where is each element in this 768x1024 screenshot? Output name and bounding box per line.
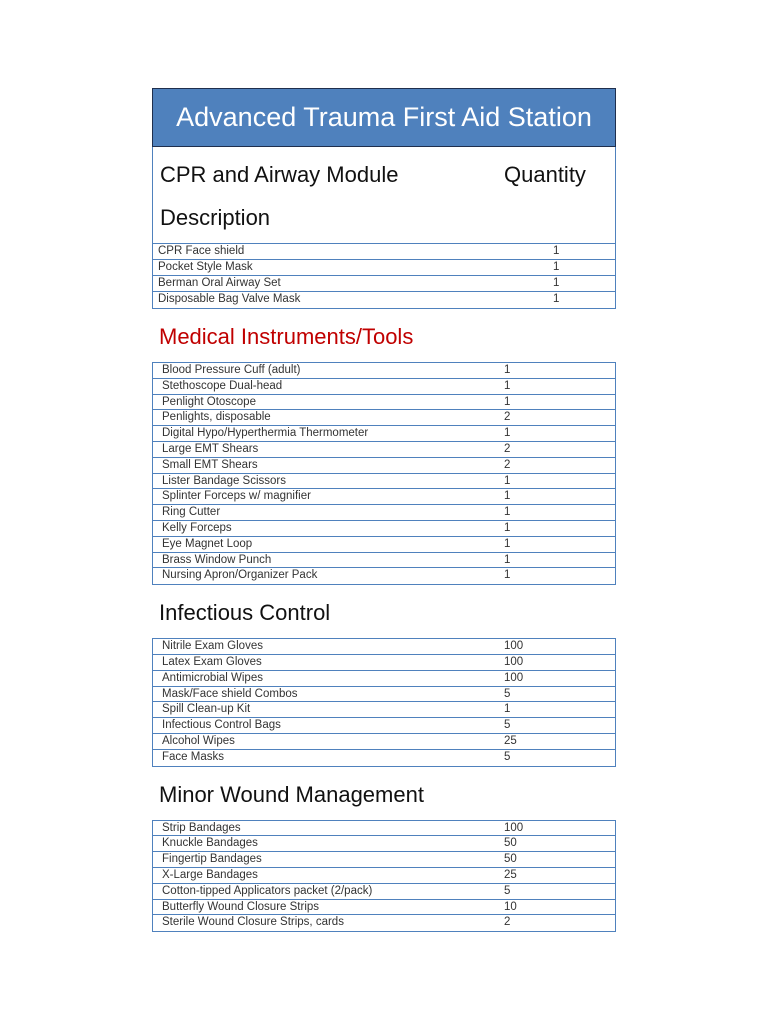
- item-name: Brass Window Punch: [162, 553, 272, 566]
- table-row: [153, 702, 615, 718]
- item-quantity: 5: [504, 750, 511, 763]
- item-name: Fingertip Bandages: [162, 853, 262, 866]
- table-row: [153, 900, 615, 916]
- item-quantity: 1: [504, 474, 511, 487]
- table-row: [153, 852, 615, 868]
- table-row: [153, 553, 615, 569]
- table-row: [153, 915, 615, 931]
- item-quantity: 100: [504, 640, 524, 653]
- item-name: Infectious Control Bags: [162, 719, 281, 732]
- item-name: Knuckle Bandages: [162, 837, 258, 850]
- table-row: [153, 568, 615, 584]
- item-name: Kelly Forceps: [162, 521, 232, 534]
- item-quantity: 100: [504, 821, 524, 834]
- item-quantity: 2: [504, 458, 511, 471]
- item-name: Alcohol Wipes: [162, 734, 235, 747]
- item-quantity: 1: [553, 261, 560, 273]
- item-name: Berman Oral Airway Set: [158, 277, 281, 289]
- module-title: CPR and Airway Module: [160, 162, 399, 187]
- table-row: [153, 639, 615, 655]
- table-row: [153, 395, 615, 411]
- item-name: Pocket Style Mask: [158, 261, 253, 273]
- section-title: Medical Instruments/Tools: [159, 324, 414, 349]
- table-row: [153, 426, 615, 442]
- page-title: Advanced Trauma First Aid Station: [176, 102, 592, 132]
- item-quantity: 1: [504, 506, 511, 519]
- table-row: [153, 260, 615, 276]
- item-name: Splinter Forceps w/ magnifier: [162, 490, 311, 503]
- item-quantity: 100: [504, 655, 524, 668]
- item-name: Disposable Bag Valve Mask: [158, 293, 301, 305]
- section-title: Infectious Control: [159, 600, 331, 626]
- table-row: [153, 655, 615, 671]
- table-row: [153, 868, 615, 884]
- item-name: CPR Face shield: [158, 245, 245, 257]
- item-name: Small EMT Shears: [162, 458, 258, 471]
- item-name: Large EMT Shears: [162, 442, 259, 455]
- item-name: Mask/Face shield Combos: [162, 687, 298, 700]
- item-name: Stethoscope Dual-head: [162, 379, 283, 392]
- item-name: Nitrile Exam Gloves: [162, 640, 263, 653]
- table-row: [153, 442, 615, 458]
- item-name: Nursing Apron/Organizer Pack: [162, 569, 318, 582]
- item-name: Eye Magnet Loop: [162, 537, 253, 550]
- section-table: [152, 362, 616, 585]
- item-quantity: 5: [504, 884, 511, 897]
- table-row: [153, 458, 615, 474]
- item-name: Latex Exam Gloves: [162, 655, 262, 668]
- table-row: [153, 884, 615, 900]
- item-quantity: 25: [504, 734, 517, 747]
- item-quantity: 2: [504, 916, 511, 929]
- item-name: Spill Clean-up Kit: [162, 703, 251, 716]
- module-header: [152, 147, 616, 243]
- item-name: Lister Bandage Scissors: [162, 474, 287, 487]
- table-row: [153, 379, 615, 395]
- item-quantity: 1: [504, 490, 511, 503]
- item-name: Blood Pressure Cuff (adult): [162, 364, 301, 376]
- item-quantity: 1: [504, 379, 511, 392]
- item-quantity: 1: [504, 521, 511, 534]
- item-quantity: 1: [504, 427, 511, 440]
- item-name: Penlights, disposable: [162, 411, 271, 424]
- item-quantity: 10: [504, 900, 517, 913]
- item-quantity: 5: [504, 719, 511, 732]
- item-quantity: 100: [504, 671, 524, 684]
- table-row: [153, 671, 615, 687]
- item-quantity: 1: [504, 537, 511, 550]
- item-name: Face Masks: [162, 750, 224, 763]
- item-quantity: 1: [504, 569, 511, 582]
- item-name: Antimicrobial Wipes: [162, 671, 263, 684]
- table-row: [153, 474, 615, 490]
- table-row: [153, 718, 615, 734]
- item-quantity: 1: [504, 703, 511, 716]
- title-banner: [152, 88, 616, 147]
- table-row: [153, 363, 615, 379]
- item-quantity: 50: [504, 853, 517, 866]
- table-row: [153, 505, 615, 521]
- item-quantity: 2: [504, 442, 511, 455]
- cpr-items-table: [152, 243, 616, 309]
- item-quantity: 5: [504, 687, 511, 700]
- table-row: [153, 734, 615, 750]
- item-name: Strip Bandages: [162, 821, 241, 834]
- table-row: [153, 687, 615, 703]
- first-aid-sheet: [152, 88, 616, 932]
- item-quantity: 1: [504, 553, 511, 566]
- description-header: Description: [160, 205, 271, 230]
- item-quantity: 1: [504, 395, 511, 408]
- table-row: [153, 410, 615, 426]
- table-row: [153, 521, 615, 537]
- sections-container: [152, 309, 616, 932]
- table-row: [153, 537, 615, 553]
- item-name: X-Large Bandages: [162, 868, 258, 881]
- item-quantity: 1: [504, 364, 511, 376]
- section-table: [152, 820, 616, 933]
- table-row: [153, 292, 615, 308]
- table-row: [153, 489, 615, 505]
- item-name: Digital Hypo/Hyperthermia Thermometer: [162, 427, 369, 440]
- table-row: [153, 244, 615, 260]
- item-quantity: 1: [553, 277, 560, 289]
- section-title: Minor Wound Management: [159, 781, 424, 807]
- item-name: Penlight Otoscope: [162, 395, 256, 408]
- section-table: [152, 638, 616, 766]
- item-quantity: 1: [553, 293, 560, 305]
- item-quantity: 25: [504, 868, 517, 881]
- item-name: Cotton-tipped Applicators packet (2/pack): [162, 884, 373, 897]
- item-name: Butterfly Wound Closure Strips: [162, 900, 320, 913]
- table-row: [153, 836, 615, 852]
- item-quantity: 2: [504, 411, 511, 424]
- table-row: [153, 276, 615, 292]
- table-row: [153, 821, 615, 837]
- item-quantity: 1: [553, 245, 560, 257]
- item-quantity: 50: [504, 837, 517, 850]
- table-row: [153, 750, 615, 766]
- item-name: Sterile Wound Closure Strips, cards: [162, 916, 344, 929]
- quantity-header: Quantity: [504, 162, 586, 187]
- item-name: Ring Cutter: [162, 506, 221, 519]
